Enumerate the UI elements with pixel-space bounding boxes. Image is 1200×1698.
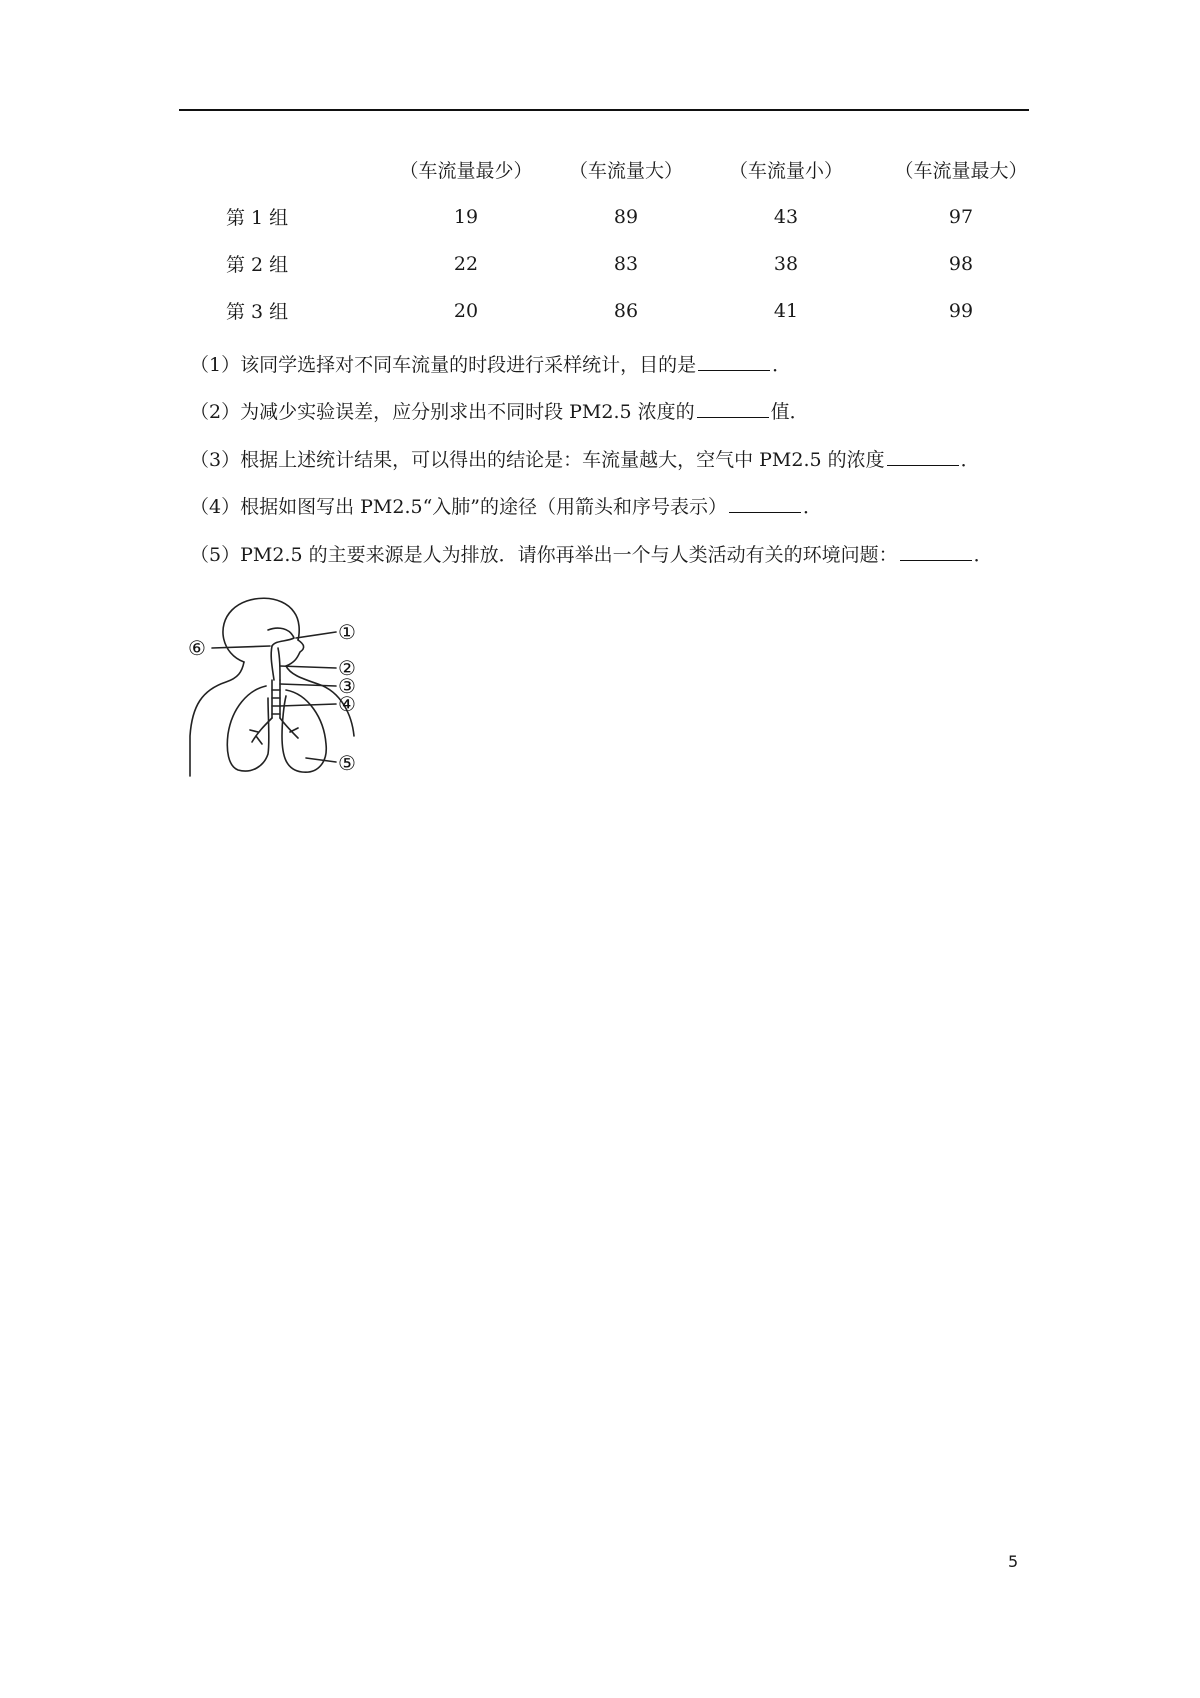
figure-label-5: ⑤ [338,751,356,775]
question-tail: ． [772,354,792,376]
pointer-line-6 [212,646,270,648]
table-row [200,287,1056,334]
table-header-cell: （车流量小） [728,160,843,182]
table-cell: 86 [613,299,639,322]
table-cell: 19 [453,205,479,228]
table-cell: 83 [613,252,639,275]
table-cell: 38 [773,252,799,275]
pointer-line-5 [306,758,336,762]
question-text: （1）该同学选择对不同车流量的时段进行采样统计，目的是 [190,354,697,376]
question-tail: ． [973,544,993,566]
question-text: （2）为减少实验误差，应分别求出不同时段 PM2.5 浓度的 [190,401,695,423]
bronchi [252,718,298,742]
face-outline [286,640,304,666]
question-tail: ． [803,496,823,518]
table-cell: 43 [773,205,799,228]
page-number: 5 [1008,1552,1019,1571]
question-3 [190,445,980,472]
table-header-cell [200,146,386,193]
figure-label-4: ④ [338,692,356,716]
table-cell: 99 [948,299,974,322]
table-header-cell: （车流量大） [568,160,683,182]
table-row [200,240,1056,287]
table-cell: 41 [773,299,799,322]
table-cell: 第 2 组 [226,254,289,276]
table-cell: 98 [948,252,974,275]
question-5 [190,540,993,567]
answer-blank[interactable] [697,399,769,418]
question-tail: 值． [770,401,809,423]
left-shoulder [190,662,244,776]
answer-blank[interactable] [900,542,972,561]
answer-blank[interactable] [729,494,801,513]
question-text: （4）根据如图写出 PM2.5“入肺”的途径（用箭头和序号表示） [190,496,728,518]
question-text: （5）PM2.5 的主要来源是人为排放．请你再举出一个与人类活动有关的环境问题： [190,544,898,566]
pointer-line-2 [280,666,336,668]
answer-blank[interactable] [887,447,959,466]
figure-label-3: ③ [338,674,356,698]
question-tail: ． [960,449,980,471]
trachea [272,680,280,718]
table-header-cell: （车流量最少） [399,160,533,182]
trachea-rings [272,690,280,714]
pointer-line-4 [280,704,336,706]
respiratory-system-figure [182,586,384,782]
table-cell: 20 [453,299,479,322]
figure-label-6: ⑥ [188,636,206,660]
table-cell: 第 1 组 [226,207,289,229]
question-text: （3）根据上述统计结果，可以得出的结论是：车流量越大，空气中 PM2.5 的浓度 [190,449,885,471]
header-rule [179,109,1029,111]
figure-label-1: ① [338,620,356,644]
question-4 [190,492,822,519]
esophagus [278,648,280,680]
table-header-row [200,146,1056,193]
pharynx [271,646,274,680]
table-cell: 第 3 组 [226,301,289,323]
table-cell: 97 [948,205,974,228]
table-cell: 89 [613,205,639,228]
pm25-data-table [200,146,1056,334]
pointer-line-1 [296,632,336,638]
nasal-cavity [268,628,294,646]
question-2 [190,397,809,424]
table-row [200,193,1056,240]
table-header-cell: （车流量最大） [894,160,1028,182]
question-1 [190,350,791,377]
figure-label-2: ② [338,656,356,680]
pointer-line-3 [280,684,336,686]
answer-blank[interactable] [698,352,770,371]
table-cell: 22 [453,252,479,275]
